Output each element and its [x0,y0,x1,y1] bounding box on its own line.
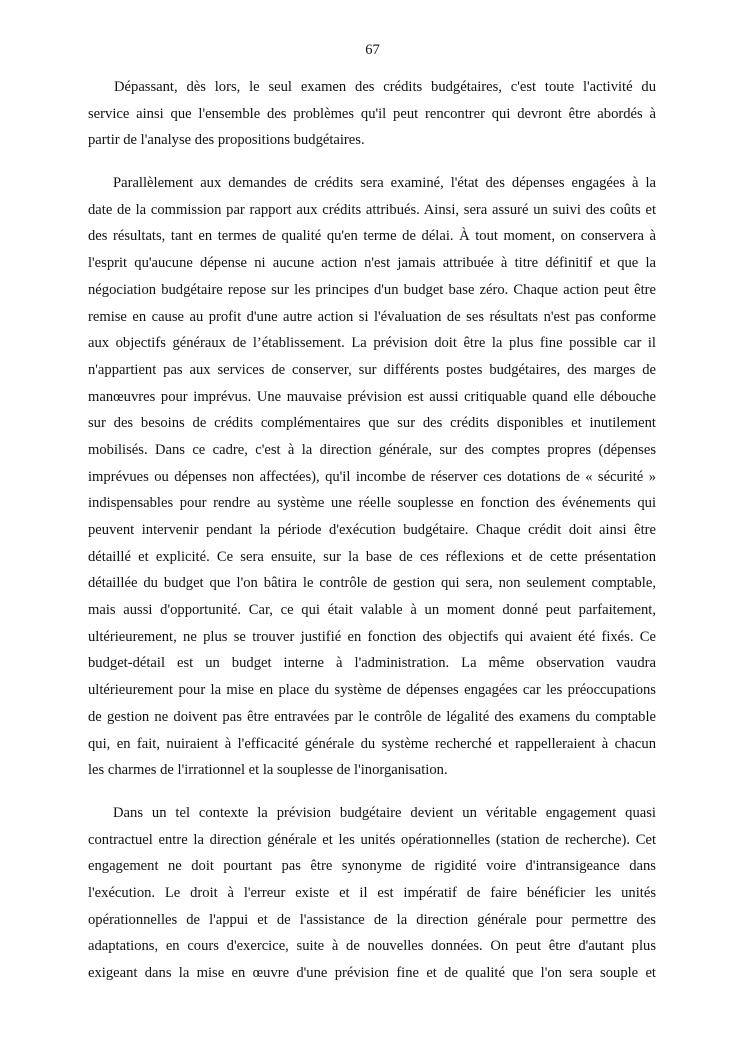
text-line: l'exécution. Le droit à l'erreur existe et il est impératif de faire bénéficier les unités [88,884,656,901]
text-line: qui, en fait, nuiraient à l'efficacité générale du système recherché et rappelleraient à chacun [88,735,656,752]
text-line: mobilisés. Dans ce cadre, c'est à la direction générale, sur des comptes propres (dépenses [88,441,656,458]
text-line: opérationnelles de l'appui et de l'assistance de la direction générale pour permettre des [88,911,656,928]
text-line: manœuvres pour imprévus. Une mauvaise prévision est aussi critiquable quand elle débouche [88,388,656,405]
text-line: Dépassant, dès lors, le seul examen des crédits budgétaires, c'est toute l'activité du [114,79,656,95]
text-line: ultérieurement, ne plus se trouver justifié en fonction des objectifs qui avaient été fixés. Ce [88,628,656,645]
text-line: indispensables pour rendre au système une réelle souplesse en fonction des événements qui [88,495,656,512]
document-body [88,76,656,1005]
text-line: remise en cause au profit d'une autre action si l'évaluation de ses résultats n'est pas conforme [88,308,656,325]
text-line: budget-détail est un budget interne à l'administration. La même observation vaudra [88,655,656,672]
text-line: Parallèlement aux demandes de crédits sera examiné, l'état des dépenses engagées à la [113,175,656,192]
text-line: adaptations, en cours d'exercice, suite à de nouvelles données. On peut être d'autant plus [88,938,656,955]
text-line: engagement ne doit pourtant pas être synonyme de rigidité voire d'intransigeance dans [88,858,656,875]
text-line: contractuel entre la direction générale et les unités opérationnelles (station de recherche). Cet [88,831,656,848]
text-line: Dans un tel contexte la prévision budgétaire devient un véritable engagement quasi [113,804,656,821]
page-number: 67 [365,42,380,58]
text-line: les charmes de l'irrationnel et la souplesse de l'inorganisation. [88,762,448,779]
text-line: des résultats, tant en termes de qualité qu'en terme de délai. À tout moment, on conservera à [88,228,656,245]
text-line: l'esprit qu'aucune dépense ni aucune action n'est jamais attribuée à titre définitif et que la [88,255,656,272]
text-line: n'appartient pas aux services de conserver, sur différents postes budgétaires, des marges de [88,361,656,378]
text-line: mais aussi d'opportunité. Car, ce qui était valable à un moment donné peut parfaitement, [88,602,656,619]
text-line: de gestion ne doivent pas être entravées par le contrôle de légalité des examens du comptable [88,708,656,725]
text-line: négociation budgétaire repose sur les principes d'un budget base zéro. Chaque action peut être [88,281,656,298]
text-line: partir de l'analyse des propositions budgétaires. [88,132,365,149]
paragraph [88,802,656,989]
text-line: détaillée du budget que l'on bâtira le contrôle de gestion qui sera, non seulement comptable, [88,575,656,592]
text-line: date de la commission par rapport aux crédits attribués. Ainsi, sera assuré un suivi des coûts et [88,201,656,218]
text-line: peuvent intervenir pendant la période d'exécution budgétaire. Chaque crédit doit ainsi être [88,522,656,538]
text-line: aux objectifs généraux de l’établissement. La prévision doit être la plus fine possible car il [88,335,656,352]
text-line: sur des besoins de crédits complémentaires que sur des crédits disponibles et inutilement [88,415,656,432]
text-line: exigeant dans la mise en œuvre d'une prévision fine et de qualité que l'on sera souple et [88,965,656,981]
text-line: service ainsi que l'ensemble des problèmes qu'il peut rencontrer qui devront être abordés à [88,105,656,122]
paragraph [88,172,656,786]
text-line: ultérieurement pour la mise en place du système de dépenses engagées car les préoccupations [88,682,656,699]
text-line: détaillé et explicité. Ce sera ensuite, sur la base de ces réflexions et de cette présentation [88,548,656,565]
text-line: imprévues ou dépenses non affectées), qu'il incombe de réserver ces dotations de « sécurité » [88,468,656,485]
paragraph [88,76,656,156]
